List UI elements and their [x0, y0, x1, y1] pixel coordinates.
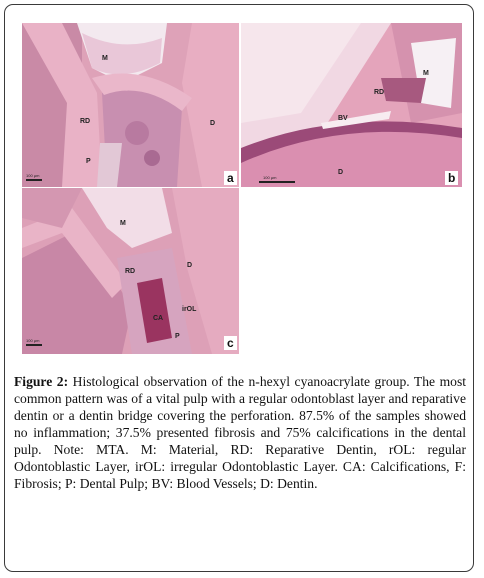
- scale-bar: [259, 181, 295, 183]
- micrograph-panel-a: [22, 23, 239, 187]
- scale-bar: [26, 179, 42, 181]
- label-irregular-odontoblastic-layer: irOL: [182, 306, 197, 313]
- label-calcifications: CA: [153, 315, 164, 322]
- label-reparative-dentin: RD: [125, 268, 136, 275]
- label-reparative-dentin: RD: [80, 118, 91, 125]
- figure-caption: [14, 373, 466, 492]
- label-dentin: D: [210, 120, 216, 127]
- scale-text: 100 µm: [26, 173, 40, 178]
- micrograph-a-image: [22, 23, 239, 187]
- label-pulp: P: [86, 158, 91, 165]
- micrograph-panel-b: [241, 23, 462, 187]
- scale-bar: [26, 344, 42, 346]
- label-material: M: [423, 70, 429, 77]
- label-dentin: D: [187, 262, 193, 269]
- label-reparative-dentin: RD: [374, 89, 385, 96]
- micrograph-b-image: [241, 23, 462, 187]
- label-dentin: D: [338, 169, 344, 176]
- panel-letter: a: [224, 171, 237, 185]
- micrograph-panel-c: [22, 188, 239, 354]
- scale-text: 100 µm: [26, 338, 40, 343]
- caption-text: Histological observation of the n-hexyl cyanoacrylate group. The most common pattern was of a vital pulp with a regular odontoblast layer and reparative dentin or a dentin bridge covering the perforation. 87.5% of the samples showed no inflammation; 37.5% presented fibrosis and 75% calcifications in the dental pulp. Note: MTA. M: Material, RD: Reparative Dentin, rOL: regular Odontoblastic Layer, irOL: irregular Odontoblastic Layer. CA: Calcifications, F: Fibrosis; P: Dental Pulp; BV: Blood Vessels; D: Dentin.: [14, 374, 467, 491]
- label-blood-vessels: BV: [338, 115, 348, 122]
- figure-label: Figure 2:: [14, 374, 69, 389]
- panel-letter: b: [445, 171, 458, 185]
- label-material: M: [102, 55, 108, 62]
- label-pulp: P: [175, 333, 180, 340]
- scale-text: 100 µm: [263, 175, 277, 180]
- panel-letter: c: [224, 336, 237, 350]
- label-material: M: [120, 220, 126, 227]
